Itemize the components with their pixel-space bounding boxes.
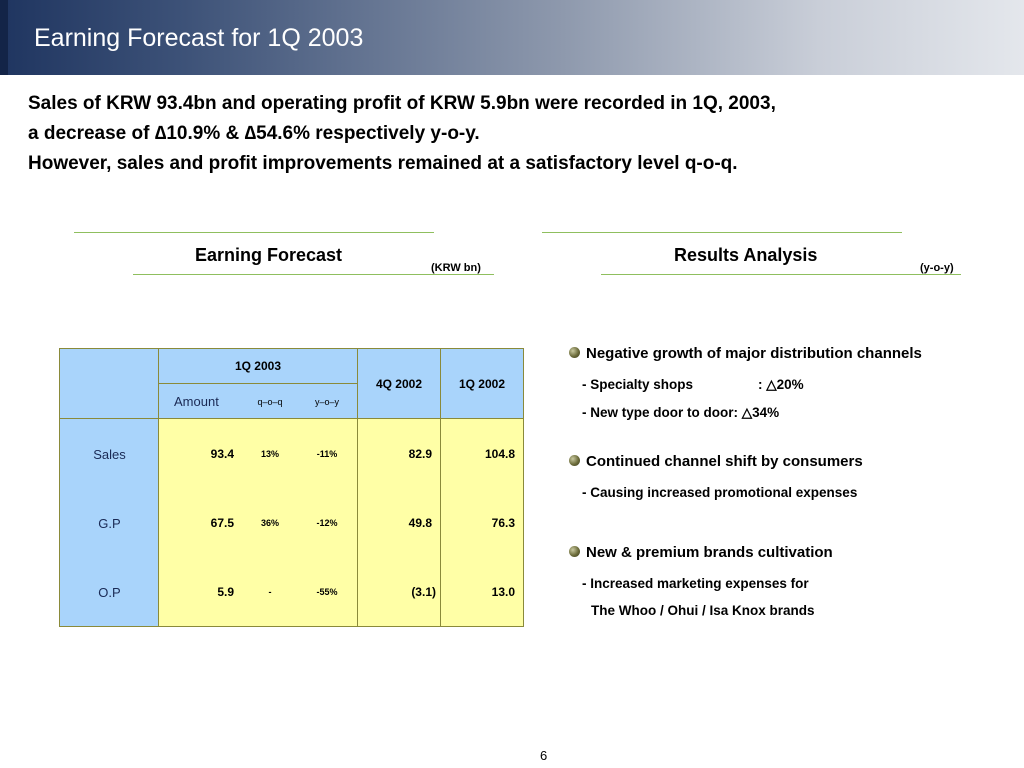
subheader-cell xyxy=(159,384,358,419)
header-amount: Amount xyxy=(174,394,219,409)
table-row xyxy=(159,419,357,488)
analysis-bottom-rule xyxy=(601,274,961,275)
analysis-unit: (y-o-y) xyxy=(920,262,954,274)
sales-amount: 93.4 xyxy=(210,447,234,461)
header-qoq: q–o–q xyxy=(257,397,283,407)
analysis-sub-3a: - Increased marketing expenses for xyxy=(582,576,809,591)
bullet-icon xyxy=(569,546,580,557)
row-label-sales: Sales xyxy=(93,447,126,462)
col-1q2003-values xyxy=(159,419,358,627)
analysis-sub-1a xyxy=(582,377,804,393)
gp-qoq: 36% xyxy=(260,518,279,528)
col-1q2002-values xyxy=(441,419,524,627)
title-accent xyxy=(0,0,8,75)
header-1q2002: 1Q 2002 xyxy=(441,349,524,419)
op-qoq: - xyxy=(268,587,272,597)
specialty-shops-value: : △20% xyxy=(758,377,804,392)
forecast-unit: (KRW bn) xyxy=(431,262,481,274)
sales-yoy: -11% xyxy=(316,449,338,459)
page-number: 6 xyxy=(540,748,548,763)
intro-line-2: a decrease of ∆10.9% & ∆54.6% respectively y-o-y. xyxy=(28,123,480,144)
intro-line-1: Sales of KRW 93.4bn and operating profit of KRW 5.9bn were recorded in 1Q, 2003, xyxy=(28,93,776,114)
row-label-op: O.P xyxy=(98,585,121,600)
intro-line-3: However, sales and profit improvements remained at a satisfactory level q-o-q. xyxy=(28,153,738,174)
bullet-icon xyxy=(569,455,580,466)
bullet-icon xyxy=(569,347,580,358)
bullet-2-text: Continued channel shift by consumers xyxy=(586,453,863,470)
header-4q2002: 4Q 2002 xyxy=(358,349,441,419)
row-label-gp: G.P xyxy=(98,516,121,531)
op-1q2002: 13.0 xyxy=(491,585,515,599)
op-yoy: -55% xyxy=(316,587,338,597)
analysis-sub-3b: The Whoo / Ohui / Isa Knox brands xyxy=(591,603,815,618)
analysis-sub-2a: - Causing increased promotional expenses xyxy=(582,485,858,500)
intro-text xyxy=(28,89,776,179)
table-row xyxy=(159,488,357,557)
gp-4q2002: 49.8 xyxy=(408,516,432,530)
slide-title: Earning Forecast for 1Q 2003 xyxy=(34,24,364,52)
analysis-heading: Results Analysis xyxy=(674,245,818,265)
sales-qoq: 13% xyxy=(260,449,279,459)
bullet-3-text: New & premium brands cultivation xyxy=(586,544,833,561)
specialty-shops-label: - Specialty shops xyxy=(582,377,694,392)
forecast-top-rule xyxy=(74,232,434,233)
analysis-bullet-1 xyxy=(569,345,922,362)
table-row xyxy=(159,557,357,626)
forecast-bottom-rule xyxy=(133,274,494,275)
gp-amount: 67.5 xyxy=(210,516,234,530)
op-4q2002: (3.1) xyxy=(411,585,436,599)
op-amount: 5.9 xyxy=(217,585,234,599)
analysis-sub-1b: - New type door to door: △34% xyxy=(582,405,780,420)
analysis-bullet-3 xyxy=(569,544,833,561)
corner-cell xyxy=(60,349,159,419)
forecast-table xyxy=(59,348,524,627)
row-labels xyxy=(60,419,159,627)
header-yoy: y–o–y xyxy=(314,397,340,407)
header-1q2003: 1Q 2003 xyxy=(159,349,358,384)
analysis-top-rule xyxy=(542,232,902,233)
sales-1q2002: 104.8 xyxy=(484,447,515,461)
bullet-1-text: Negative growth of major distribution channels xyxy=(586,345,922,362)
forecast-heading: Earning Forecast xyxy=(195,245,343,265)
col-4q2002-values xyxy=(358,419,441,627)
analysis-bullet-2 xyxy=(569,453,863,470)
gp-1q2002: 76.3 xyxy=(491,516,515,530)
title-bar xyxy=(0,0,1024,75)
sales-4q2002: 82.9 xyxy=(408,447,432,461)
gp-yoy: -12% xyxy=(316,518,338,528)
